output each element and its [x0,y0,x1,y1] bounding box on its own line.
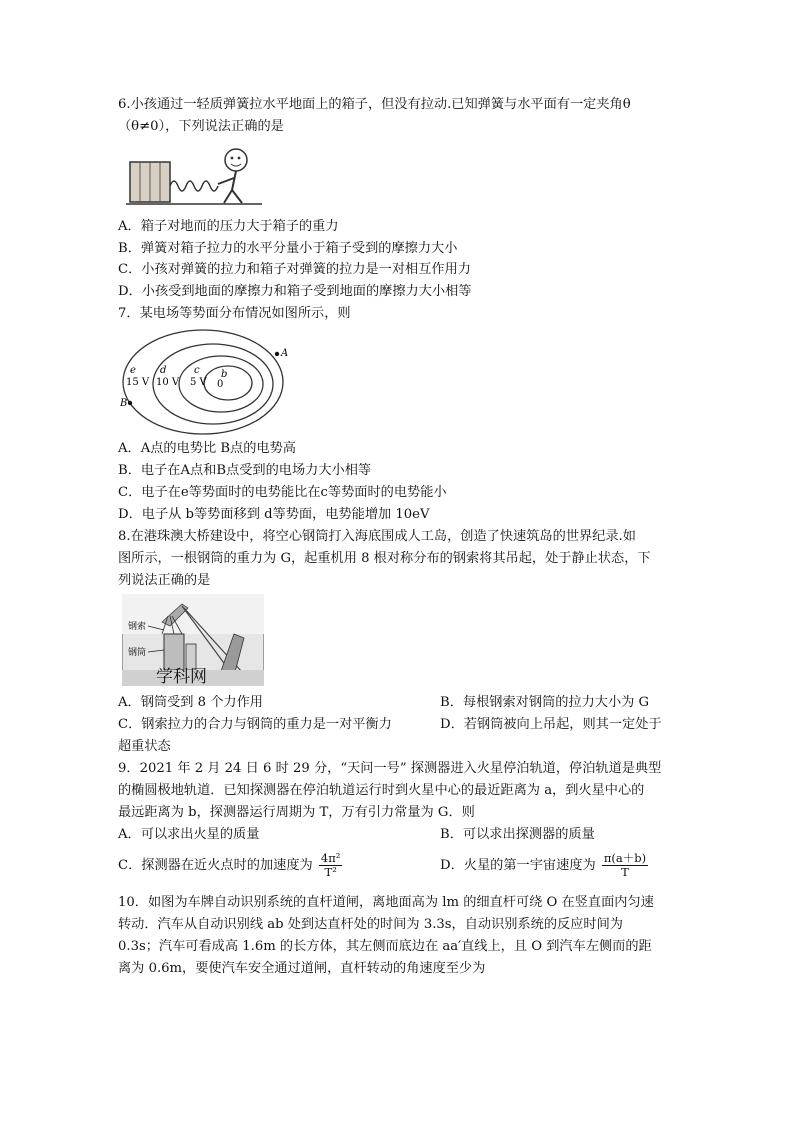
q7-option-d: D．电子从 b等势面移到 d等势面，电势能增加 10eV [118,507,430,522]
q10-line4: 离为 0.6m，要使汽车安全通过道闸，直杆转动的角速度至少为 [118,961,486,976]
q8-stem-line3: 列说法正确的是 [118,573,211,588]
q9-option-d-numerator: π(a＋b) [603,851,647,865]
label-tube: 钢筒 [128,648,147,658]
point-b-label: B [120,398,128,409]
point-a-label: A [281,348,289,359]
q9-option-d-denominator: T [621,865,629,879]
label-e: e [130,365,136,376]
q9-stem-line1: 9．2021 年 2 月 24 日 6 时 29 分，“天问一号” 探测器进入火星停泊轨道，停泊轨道是典型 [118,761,662,776]
q8-stem-line1: 8.在港珠澳大桥建设中，将空心钢筒打入海底围成人工岛，创造了快速筑岛的世界纪录.如 [118,529,636,544]
watermark-text: 学科网 [156,667,207,686]
q7-option-b: B．电子在A点和B点受到的电场力大小相等 [118,463,372,478]
q9-option-c-numerator: 4π² [320,851,341,865]
value-b: 0 [217,379,224,390]
q10-line1: 10．如图为车牌自动识别系统的直杆道闸，离地面高为 lm 的细直杆可绕 O 在竖直面内匀速 [118,895,654,910]
label-cable: 钢索 [128,622,147,632]
q7-figure-equipotential-surfaces [118,326,298,438]
q6-option-c: C．小孩对弹簧的拉力和箱子对弹簧的拉力是一对相互作用力 [118,262,471,277]
q9-option-d-text: D．火星的第一宇宙速度为 [440,858,596,873]
q9-option-c-text: C．探测器在近火点时的加速度为 [118,858,313,873]
q10-line2: 转动．汽车从自动识别线 ab 处到达直杆处的时间为 3.3s，自动识别系统的反应时间为 [118,917,623,932]
label-c: c [194,365,200,376]
q6-option-d: D．小孩受到地面的摩擦力和箱子受到地面的摩擦力大小相等 [118,284,472,299]
q8-option-d: D．若钢筒被向上吊起，则其一定处于 [440,717,662,732]
q6-option-b: B．弹簧对箱子拉力的水平分量小于箱子受到的摩擦力大小 [118,241,458,256]
value-c: 5 V [190,377,207,388]
q9-stem-line3: 最远距离为 b，探测器运行周期为 T，万有引力常量为 G．则 [118,805,475,820]
q6-stem-line2: （θ≠0），下列说法正确的是 [118,119,284,134]
value-e: 15 V [126,377,150,388]
q6-option-a: A．箱子对地而的压力大于箱子的重力 [118,219,339,234]
q7-stem: 7．某电场等势面分布情况如图所示，则 [118,306,351,321]
q9-stem-line2: 的椭圆极地轨道．已知探测器在停泊轨道运行时到火星中心的最近距离为 a，到火星中心的 [118,783,645,798]
q8-stem-line2: 图所示，一根钢筒的重力为 G，起重机用 8 根对称分布的钢索将其吊起，处于静止状态，下 [118,551,651,566]
q9-option-c [118,852,342,879]
q9-option-b: B．可以求出探测器的质量 [440,827,595,842]
q9-option-c-fraction [319,852,343,879]
q6-stem-line1: 6.小孩通过一轻质弹簧拉水平地面上的箱子，但没有拉动.已知弹簧与水平面有一定夹角θ [118,97,631,112]
q8-figure-crane-steel-tube [122,594,264,686]
value-d: 10 V [156,377,180,388]
q9-option-c-denominator: T² [324,865,337,879]
label-b: b [221,369,228,380]
q8-option-d-continued: 超重状态 [118,739,171,754]
q7-option-a: A．A点的电势比 B点的电势高 [118,441,296,456]
q9-option-a: A．可以求出火星的质量 [118,827,260,842]
q8-option-b: B．每根钢索对钢筒的拉力大小为 G [440,695,650,710]
q8-option-c: C．钢索拉力的合力与钢筒的重力是一对平衡力 [118,717,392,732]
q9-option-d [440,852,648,879]
q10-line3: 0.3s；汽车可看成高 1.6m 的长方体，其左侧而底边在 aa′直线上，且 O 到汽车左侧而的距 [118,939,652,954]
label-d: d [160,365,167,376]
q7-option-c: C．电子在e等势面时的电势能比在c等势面时的电势能小 [118,485,447,500]
q8-option-a: A．钢筒受到 8 个力作用 [118,695,263,710]
q6-figure-child-box-spring [124,142,264,210]
q9-option-d-fraction [602,852,648,879]
